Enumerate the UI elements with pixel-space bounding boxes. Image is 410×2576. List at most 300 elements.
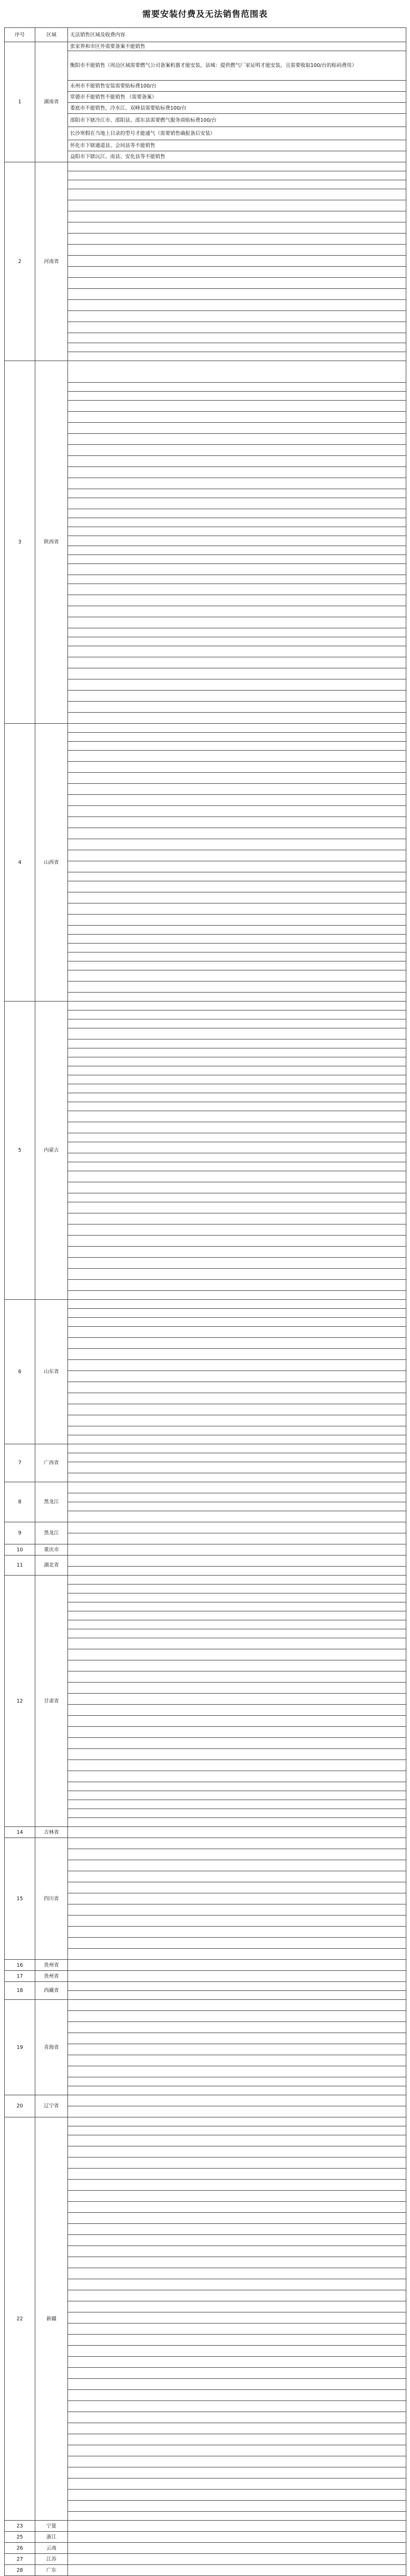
row-content: [68, 222, 406, 234]
row-content: [68, 1849, 406, 1860]
row-content: [68, 1971, 406, 1982]
row-content: [68, 278, 406, 289]
row-content: 怀化市下辖通道县、会同县等不能销售: [68, 140, 406, 151]
row-content: [68, 646, 406, 657]
row-content: [68, 617, 406, 628]
row-content: [68, 1193, 406, 1202]
row-content: [68, 1982, 406, 1991]
row-content: [68, 2066, 406, 2077]
row-content: [68, 1620, 406, 1629]
row-content: [68, 2501, 406, 2512]
row-content: [68, 1960, 406, 1971]
row-index: 26: [5, 2543, 35, 2554]
row-content: [68, 903, 406, 915]
row-content: [68, 926, 406, 935]
row-index: 16: [5, 1960, 35, 1971]
row-content: [68, 733, 406, 742]
table-row: [5, 1444, 406, 1453]
row-content: [68, 861, 406, 872]
row-content: [68, 1791, 406, 1800]
table-row: [5, 2117, 406, 2126]
row-content: [68, 2445, 406, 2456]
row-content: [68, 1102, 406, 1111]
row-content: [68, 300, 406, 311]
table-row: [5, 162, 406, 171]
row-content: [68, 352, 406, 361]
row-content: 邵阳市下辖冷江市、邵阳县、邵东县需要燃气服务商贴标费100/台: [68, 114, 406, 127]
row-content: [68, 2456, 406, 2467]
row-content: [68, 234, 406, 245]
row-region: 甘肃省: [35, 1576, 68, 1827]
row-content: [68, 839, 406, 850]
row-content: 益阳市下辖沅江、南县、安化县等不能销售: [68, 151, 406, 162]
row-content: [68, 2532, 406, 2543]
row-content: [68, 2423, 406, 2434]
row-content: [68, 1809, 406, 1818]
row-content: [68, 2346, 406, 2357]
row-content: [68, 1382, 406, 1393]
row-content: [68, 1142, 406, 1153]
row-content: [68, 1482, 406, 1493]
row-content: [68, 2554, 406, 2565]
table-row: [5, 1544, 406, 1556]
row-content: [68, 1309, 406, 1318]
row-content: [68, 2401, 406, 2412]
row-content: [68, 1393, 406, 1404]
row-content: [68, 1213, 406, 1224]
row-content: [68, 1093, 406, 1102]
row-region: 河南省: [35, 162, 68, 361]
row-content: [68, 1916, 406, 1927]
row-content: [68, 1057, 406, 1066]
table-row: [5, 1838, 406, 1849]
row-index: 19: [5, 2000, 35, 2095]
row-content: [68, 546, 406, 555]
row-content: [68, 1075, 406, 1084]
row-content: [68, 445, 406, 456]
row-content: [68, 952, 406, 961]
row-content: [68, 564, 406, 575]
row-content: [68, 915, 406, 926]
row-content: [68, 1671, 406, 1683]
row-region: 重庆市: [35, 1544, 68, 1556]
row-content: [68, 828, 406, 839]
row-content: [68, 189, 406, 200]
row-content: [68, 1660, 406, 1671]
row-content: [68, 162, 406, 171]
row-content: [68, 267, 406, 278]
row-content: [68, 1991, 406, 2000]
row-index: 25: [5, 2532, 35, 2543]
row-content: [68, 1576, 406, 1585]
table-row: [5, 2543, 406, 2554]
table-row: [5, 2554, 406, 2565]
row-content: [68, 993, 406, 1002]
row-content: [68, 575, 406, 584]
row-content: [68, 1716, 406, 1727]
row-content: [68, 383, 406, 392]
row-content: [68, 892, 406, 903]
row-content: [68, 1258, 406, 1269]
row-content: [68, 322, 406, 333]
row-content: [68, 2191, 406, 2202]
row-content: 娄底市不能销售，冷水江、双峰县需要贴标费100/台: [68, 103, 406, 114]
row-content: [68, 2478, 406, 2490]
row-content: [68, 1122, 406, 1133]
table-row: [5, 2521, 406, 2532]
row-content: [68, 1453, 406, 1462]
row-content: [68, 595, 406, 606]
row-index: 15: [5, 1838, 35, 1960]
table-row: [5, 1556, 406, 1567]
row-content: [68, 1818, 406, 1827]
row-content: [68, 1602, 406, 1611]
row-index: 7: [5, 1444, 35, 1482]
row-content: [68, 2521, 406, 2532]
row-region: 内蒙古: [35, 1002, 68, 1300]
row-content: [68, 1133, 406, 1142]
row-index: 11: [5, 1556, 35, 1576]
row-content: [68, 1327, 406, 1338]
row-content: [68, 762, 406, 773]
row-content: [68, 742, 406, 751]
row-content: [68, 1927, 406, 1938]
row-content: [68, 2055, 406, 2066]
row-content: [68, 392, 406, 401]
row-content: [68, 423, 406, 434]
row-content: [68, 1048, 406, 1057]
row-content: 张家界和市区外需要备案不能销售: [68, 42, 406, 51]
row-index: 14: [5, 1827, 35, 1838]
row-content: 长沙寒假在当地上目录的型号才能通气（需要销售确报备后安装）: [68, 127, 406, 140]
row-region: 黑龙江: [35, 1482, 68, 1522]
row-content: [68, 2543, 406, 2554]
row-content: [68, 1567, 406, 1576]
row-content: [68, 1236, 406, 1247]
row-region: 湖南省: [35, 42, 68, 162]
row-content: [68, 1019, 406, 1028]
row-region: 四川省: [35, 1838, 68, 1960]
row-content: [68, 1771, 406, 1782]
row-content: [68, 2157, 406, 2169]
row-region: 广西省: [35, 1444, 68, 1482]
row-region: 贵州省: [35, 1971, 68, 1982]
row-content: [68, 456, 406, 467]
row-content: [68, 2335, 406, 2346]
row-index: 18: [5, 1982, 35, 2000]
row-content: [68, 2301, 406, 2312]
table-row: [5, 724, 406, 733]
row-content: [68, 333, 406, 343]
row-region: 山东省: [35, 1300, 68, 1444]
row-content: [68, 2390, 406, 2401]
table-row: [5, 1002, 406, 1010]
row-content: [68, 489, 406, 498]
row-content: [68, 2126, 406, 2135]
row-content: [68, 2169, 406, 2180]
row-content: [68, 1039, 406, 1048]
row-content: [68, 434, 406, 445]
row-content: [68, 2224, 406, 2235]
row-content: [68, 2077, 406, 2086]
row-index: 3: [5, 361, 35, 724]
row-content: [68, 1904, 406, 1916]
row-content: [68, 1694, 406, 1705]
row-content: [68, 1705, 406, 1716]
row-content: [68, 1153, 406, 1162]
row-content: [68, 256, 406, 267]
row-content: [68, 1404, 406, 1415]
row-content: [68, 245, 406, 256]
row-content: [68, 1533, 406, 1544]
row-content: [68, 606, 406, 617]
row-content: [68, 498, 406, 509]
row-content: [68, 200, 406, 211]
row-content: [68, 1800, 406, 1809]
row-index: 27: [5, 2554, 35, 2565]
table-row: [5, 2095, 406, 2106]
row-content: [68, 1269, 406, 1280]
row-content: [68, 1444, 406, 1453]
row-index: 5: [5, 1002, 35, 1300]
row-index: 28: [5, 2565, 35, 2576]
row-content: [68, 1649, 406, 1660]
row-content: [68, 628, 406, 637]
row-content: [68, 817, 406, 828]
row-content: [68, 1749, 406, 1760]
row-content: [68, 1349, 406, 1360]
row-content: [68, 1224, 406, 1236]
row-content: [68, 2467, 406, 2478]
header-region: 区域: [35, 28, 68, 42]
table-row: [5, 1971, 406, 1982]
header-index: 序号: [5, 28, 35, 42]
table-row: [5, 1576, 406, 1585]
row-content: [68, 2412, 406, 2423]
row-region: 辽宁省: [35, 2095, 68, 2117]
row-content: [68, 724, 406, 733]
row-content: [68, 657, 406, 668]
row-region: 江苏: [35, 2554, 68, 2565]
row-content: [68, 1182, 406, 1193]
row-content: [68, 1066, 406, 1075]
row-content: [68, 806, 406, 817]
row-content: [68, 2086, 406, 2095]
row-content: [68, 1683, 406, 1694]
row-content: [68, 180, 406, 189]
table-row: [5, 1982, 406, 1991]
row-content: [68, 2246, 406, 2257]
table-row: [5, 1827, 406, 1838]
table-row: [5, 2000, 406, 2011]
row-content: [68, 2324, 406, 2335]
table-row: [5, 2532, 406, 2543]
row-index: 2: [5, 162, 35, 361]
row-region: 湖北省: [35, 1556, 68, 1576]
row-content: [68, 467, 406, 478]
row-content: [68, 2146, 406, 2157]
row-content: [68, 1002, 406, 1010]
row-content: [68, 1435, 406, 1444]
row-content: [68, 412, 406, 423]
row-content: [68, 1010, 406, 1019]
row-content: [68, 713, 406, 724]
row-content: [68, 1473, 406, 1482]
row-content: [68, 2279, 406, 2290]
row-content: [68, 2235, 406, 2246]
row-content: [68, 2512, 406, 2521]
row-region: 陕西省: [35, 361, 68, 724]
row-content: [68, 1760, 406, 1771]
row-index: 12: [5, 1576, 35, 1827]
row-index: 4: [5, 724, 35, 1002]
row-region: 西藏省: [35, 1982, 68, 2000]
row-content: [68, 944, 406, 952]
row-content: [68, 1511, 406, 1522]
row-content: [68, 2565, 406, 2576]
row-region: 新疆: [35, 2117, 68, 2521]
row-content: [68, 1638, 406, 1649]
row-region: 云南: [35, 2543, 68, 2554]
row-content: [68, 1629, 406, 1638]
row-content: [68, 2011, 406, 2022]
row-index: 8: [5, 1482, 35, 1522]
row-content: [68, 2490, 406, 2501]
row-content: [68, 1782, 406, 1791]
row-content: [68, 1426, 406, 1435]
row-region: 黑龙江: [35, 1522, 68, 1544]
row-content: [68, 1162, 406, 1171]
row-content: [68, 289, 406, 300]
row-content: [68, 2268, 406, 2279]
row-content: [68, 1247, 406, 1258]
row-content: [68, 211, 406, 222]
row-content: [68, 850, 406, 861]
row-content: [68, 555, 406, 564]
row-content: [68, 961, 406, 970]
row-region: 吉林省: [35, 1827, 68, 1838]
row-content: [68, 668, 406, 679]
row-content: [68, 1291, 406, 1300]
row-content: [68, 2135, 406, 2146]
row-content: [68, 171, 406, 180]
row-content: [68, 527, 406, 536]
row-index: 20: [5, 2095, 35, 2117]
table-row: [5, 1482, 406, 1493]
row-content: [68, 2044, 406, 2055]
row-content: [68, 1860, 406, 1871]
row-content: [68, 1338, 406, 1349]
row-content: [68, 1893, 406, 1904]
row-content: [68, 2213, 406, 2224]
row-content: [68, 2022, 406, 2033]
row-index: 1: [5, 42, 35, 162]
row-content: [68, 1084, 406, 1093]
row-content: [68, 970, 406, 981]
row-content: [68, 1502, 406, 1511]
row-content: [68, 679, 406, 691]
row-content: [68, 518, 406, 527]
row-content: [68, 1838, 406, 1849]
row-content: [68, 1556, 406, 1567]
row-content: [68, 2106, 406, 2117]
row-region: 贵州省: [35, 1960, 68, 1971]
row-content: [68, 1827, 406, 1838]
row-content: [68, 2095, 406, 2106]
table-row: [5, 1522, 406, 1533]
row-content: [68, 1280, 406, 1291]
row-content: [68, 1493, 406, 1502]
row-region: 宁夏: [35, 2521, 68, 2532]
row-content: [68, 1415, 406, 1426]
row-index: 9: [5, 1522, 35, 1544]
row-content: [68, 536, 406, 546]
row-content: [68, 1585, 406, 1593]
row-content: [68, 2357, 406, 2368]
row-content: [68, 2312, 406, 2324]
row-content: [68, 2033, 406, 2044]
row-content: [68, 1371, 406, 1382]
row-index: 17: [5, 1971, 35, 1982]
row-content: [68, 2180, 406, 2191]
row-content: [68, 2434, 406, 2445]
row-content: [68, 1611, 406, 1620]
row-content: [68, 1949, 406, 1960]
row-region: 广东: [35, 2565, 68, 2576]
row-index: 22: [5, 2117, 35, 2521]
row-content: [68, 691, 406, 702]
row-content: 常德市不能销售不能销售 （需要备案）: [68, 92, 406, 103]
row-content: [68, 343, 406, 352]
row-content: [68, 401, 406, 412]
row-content: [68, 1462, 406, 1473]
row-content: [68, 935, 406, 944]
row-content: [68, 478, 406, 489]
document-title: 需要安装付费及无法销售范围表: [142, 9, 268, 19]
row-content: [68, 981, 406, 993]
row-index: 10: [5, 1544, 35, 1556]
header-content: 无法销售区域及收费内容: [68, 28, 406, 42]
row-content: [68, 872, 406, 881]
row-content: [68, 1318, 406, 1327]
row-content: 永州市不能销售安装需要贴标费100/台: [68, 81, 406, 92]
row-region: 山西省: [35, 724, 68, 1002]
row-content: [68, 773, 406, 784]
row-content: [68, 702, 406, 713]
row-content: [68, 1738, 406, 1749]
row-content: [68, 1300, 406, 1309]
table-row: [5, 1300, 406, 1309]
row-content: [68, 795, 406, 806]
row-content: [68, 2202, 406, 2213]
row-content: [68, 784, 406, 795]
table-row: [5, 2565, 406, 2576]
row-content: [68, 2379, 406, 2390]
row-content: [68, 881, 406, 892]
row-content: [68, 1028, 406, 1039]
row-region: 浙江: [35, 2532, 68, 2543]
row-content: [68, 2117, 406, 2126]
row-content: [68, 1522, 406, 1533]
row-content: [68, 637, 406, 646]
row-content: [68, 1202, 406, 1213]
row-content: [68, 1938, 406, 1949]
row-content: [68, 311, 406, 322]
row-content: [68, 2368, 406, 2379]
row-content: [68, 1544, 406, 1556]
restriction-table: [4, 27, 406, 2576]
table-row: [5, 361, 406, 383]
